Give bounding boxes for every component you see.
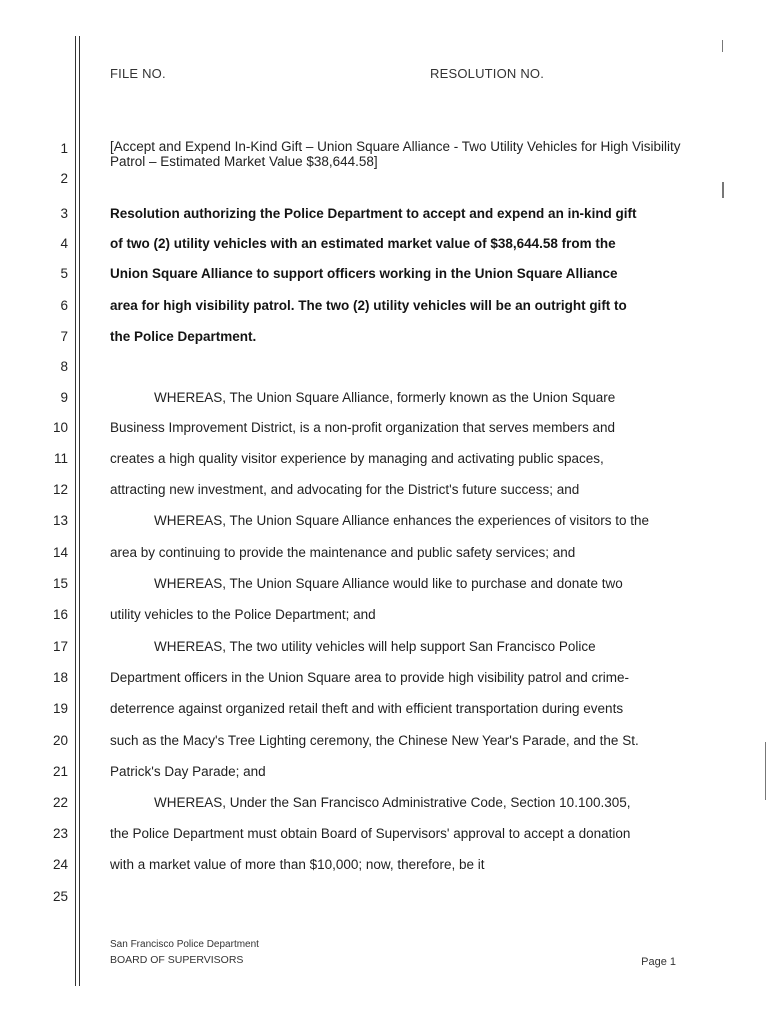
body-line: Patrick's Day Parade; and bbox=[110, 764, 266, 779]
line-number: 19 bbox=[52, 701, 68, 716]
summary-line: area for high visibility patrol. The two (2) utility vehicles will be an outright gift to bbox=[110, 298, 627, 313]
footer-board: BOARD OF SUPERVISORS bbox=[110, 954, 244, 966]
line-number: 11 bbox=[53, 451, 68, 466]
line-number: 8 bbox=[60, 359, 68, 374]
line-number: 18 bbox=[52, 670, 68, 685]
line-number: 20 bbox=[52, 733, 68, 748]
line-number: 9 bbox=[60, 390, 68, 405]
resolution-title: [Accept and Expend In-Kind Gift – Union Square Alliance - Two Utility Vehicles for High Visibility Patrol – Estimated Market Value $38,644.58] bbox=[110, 139, 681, 169]
line-number: 2 bbox=[60, 171, 68, 186]
line-number: 16 bbox=[52, 607, 68, 622]
summary-line: of two (2) utility vehicles with an estimated market value of $38,644.58 from the bbox=[110, 236, 616, 251]
right-edge-mark bbox=[722, 182, 724, 198]
line-number: 21 bbox=[52, 764, 68, 779]
file-number-label: FILE NO. bbox=[110, 66, 166, 81]
summary-line: the Police Department. bbox=[110, 329, 257, 344]
body-line: area by continuing to provide the maintenance and public safety services; and bbox=[110, 545, 576, 560]
line-number: 22 bbox=[52, 795, 68, 810]
body-line: WHEREAS, The Union Square Alliance, formerly known as the Union Square bbox=[154, 390, 616, 405]
page-number: Page 1 bbox=[641, 956, 676, 968]
right-edge-mark bbox=[765, 742, 766, 800]
line-number: 23 bbox=[52, 826, 68, 841]
body-line: such as the Macy's Tree Lighting ceremony, the Chinese New Year's Parade, and the St. bbox=[110, 733, 639, 748]
body-line: with a market value of more than $10,000; now, therefore, be it bbox=[110, 857, 485, 872]
summary-line: Resolution authorizing the Police Department to accept and expend an in-kind gift bbox=[110, 206, 637, 221]
line-number: 12 bbox=[52, 482, 68, 497]
body-line: WHEREAS, The Union Square Alliance enhances the experiences of visitors to the bbox=[154, 513, 650, 528]
line-number: 13 bbox=[52, 513, 68, 528]
line-number: 3 bbox=[60, 206, 68, 221]
line-number: 6 bbox=[60, 298, 68, 313]
line-number: 5 bbox=[60, 266, 68, 281]
body-line: WHEREAS, Under the San Francisco Administrative Code, Section 10.100.305, bbox=[154, 795, 631, 810]
body-line: WHEREAS, The Union Square Alliance would like to purchase and donate two bbox=[154, 576, 623, 591]
body-line: WHEREAS, The two utility vehicles will help support San Francisco Police bbox=[154, 639, 596, 654]
line-number: 14 bbox=[52, 545, 68, 560]
summary-line: Union Square Alliance to support officers working in the Union Square Alliance bbox=[110, 266, 618, 281]
line-number: 15 bbox=[52, 576, 68, 591]
body-line: deterrence against organized retail theft and with efficient transportation during events bbox=[110, 701, 624, 716]
line-number: 7 bbox=[60, 329, 68, 344]
line-number: 10 bbox=[52, 420, 68, 435]
body-line: creates a high quality visitor experience by managing and activating public spaces, bbox=[110, 451, 604, 466]
line-number: 17 bbox=[52, 639, 68, 654]
footer-department: San Francisco Police Department bbox=[110, 939, 259, 950]
body-line: the Police Department must obtain Board of Supervisors' approval to accept a donation bbox=[110, 826, 631, 841]
left-margin-rule-inner bbox=[79, 36, 80, 986]
body-line: Business Improvement District, is a non-profit organization that serves members and bbox=[110, 420, 615, 435]
resolution-number-label: RESOLUTION NO. bbox=[430, 66, 545, 81]
line-number: 24 bbox=[52, 857, 68, 872]
body-line: utility vehicles to the Police Department; and bbox=[110, 607, 376, 622]
line-number: 1 bbox=[60, 141, 68, 156]
body-line: Department officers in the Union Square area to provide high visibility patrol and crime- bbox=[110, 670, 630, 685]
body-line: attracting new investment, and advocating for the District's future success; and bbox=[110, 482, 580, 497]
line-number: 25 bbox=[52, 889, 68, 904]
left-margin-rule-outer bbox=[75, 36, 76, 986]
right-edge-mark bbox=[722, 40, 723, 52]
line-number: 4 bbox=[60, 236, 68, 251]
